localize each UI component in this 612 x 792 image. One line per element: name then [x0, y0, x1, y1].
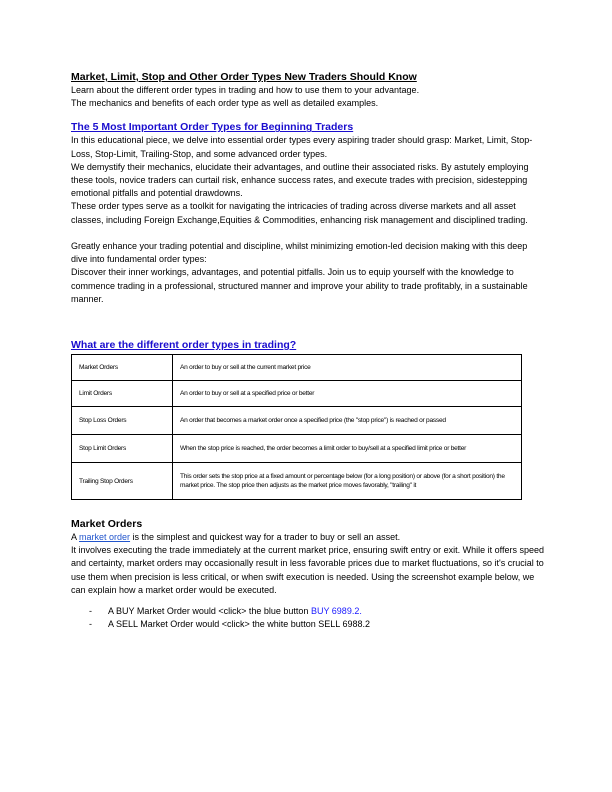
order-description-cell: An order to buy or sell at a specified price or better [173, 381, 522, 407]
text: is the simplest and quickest way for a trader to buy or sell an asset. [130, 532, 401, 542]
bullet-list [71, 605, 546, 631]
section-important-order-types [71, 121, 546, 306]
order-type-cell: Stop Loss Orders [72, 407, 173, 435]
table-row [72, 463, 522, 500]
section-heading-link[interactable]: The 5 Most Important Order Types for Beginning Traders [71, 121, 354, 134]
paragraph: In this educational piece, we delve into essential order types every aspiring trader should grasp: Market, Limit, Stop-Loss, Stop-Limit, Trailing-Stop, and some advanced order types. [71, 135, 533, 159]
market-order-intro [71, 531, 546, 544]
table-row [72, 435, 522, 463]
order-types-table [71, 354, 522, 500]
paragraph: Discover their inner workings, advantages, and potential pitfalls. Join us to equip yourself with the knowledge to commence trading in a professional, structured manner and improve your ability to trade profitably, in a sustainable manner. [71, 267, 528, 304]
intro-line-2: The mechanics and benefits of each order type as well as detailed examples. [71, 98, 379, 109]
paragraph: It involves executing the trade immediately at the current market price, ensuring swift entry or exit. While it offers speed and certainty, market orders may occasionally result in less favorable prices due to market fluctuations, so it's crucial to use them when precision is less critical, or when swift execution is needed. Using the screenshot example below, we can explain how a market order would be executed. [71, 545, 545, 595]
list-item [71, 605, 546, 618]
list-item [71, 618, 546, 631]
table-row [72, 407, 522, 435]
section-market-orders [71, 518, 546, 631]
market-order-link[interactable]: market order [79, 532, 131, 542]
buy-price-text: BUY 6989.2. [310, 606, 362, 617]
table-row [72, 381, 522, 407]
text: A [71, 532, 80, 542]
document-page [71, 71, 546, 630]
order-description-cell: An order to buy or sell at the current market price [173, 355, 522, 381]
dash-bullet-icon: - [89, 606, 92, 617]
paragraph: These order types serve as a toolkit for navigating the intricacies of trading across diverse markets and all asset classes, including Foreign Exchange,Equities & Commodities, enhancing risk management and disciplined trading. [71, 201, 528, 225]
intro-line-1: Learn about the different order types in trading and how to use them to your advantage. [71, 85, 420, 95]
text: A SELL Market Order would <click> the white button SELL 6988.2 [108, 619, 370, 630]
order-description-cell: This order sets the stop price at a fixed amount or percentage below (for a long position) or above (for a short position) the market price. The stop price then adjusts as the market price moves favorably, "trailing" it [173, 463, 522, 500]
order-type-cell: Limit Orders [72, 381, 173, 407]
section-heading: Market Orders [71, 518, 143, 530]
order-type-cell: Market Orders [72, 355, 173, 381]
paragraph: We demystify their mechanics, elucidate their advantages, and outline their associated risks. By astutely employing these tools, novice traders can curtail risk, enhance success rates, and execute trades with precision, sidestepping emotional pitfalls and potential drawdowns. [71, 161, 529, 199]
order-type-cell: Trailing Stop Orders [72, 463, 173, 500]
paragraph: Greatly enhance your trading potential and discipline, whilst minimizing emotion-led decision making with this deep dive into fundamental order types: [71, 241, 528, 265]
table-row [72, 355, 522, 381]
page-title: Market, Limit, Stop and Other Order Types New Traders Should Know [71, 71, 417, 83]
order-types-heading-link[interactable]: What are the different order types in trading? [71, 339, 297, 351]
dash-bullet-icon: - [89, 619, 92, 630]
text: A BUY Market Order would <click> the blue button [108, 606, 311, 617]
order-description-cell: An order that becomes a market order once a specified price (the "stop price") is reached or passed [173, 407, 522, 435]
order-type-cell: Stop Limit Orders [72, 435, 173, 463]
spacer [71, 227, 546, 240]
order-description-cell: When the stop price is reached, the order becomes a limit order to buy/sell at a specified limit price or better [173, 435, 522, 463]
